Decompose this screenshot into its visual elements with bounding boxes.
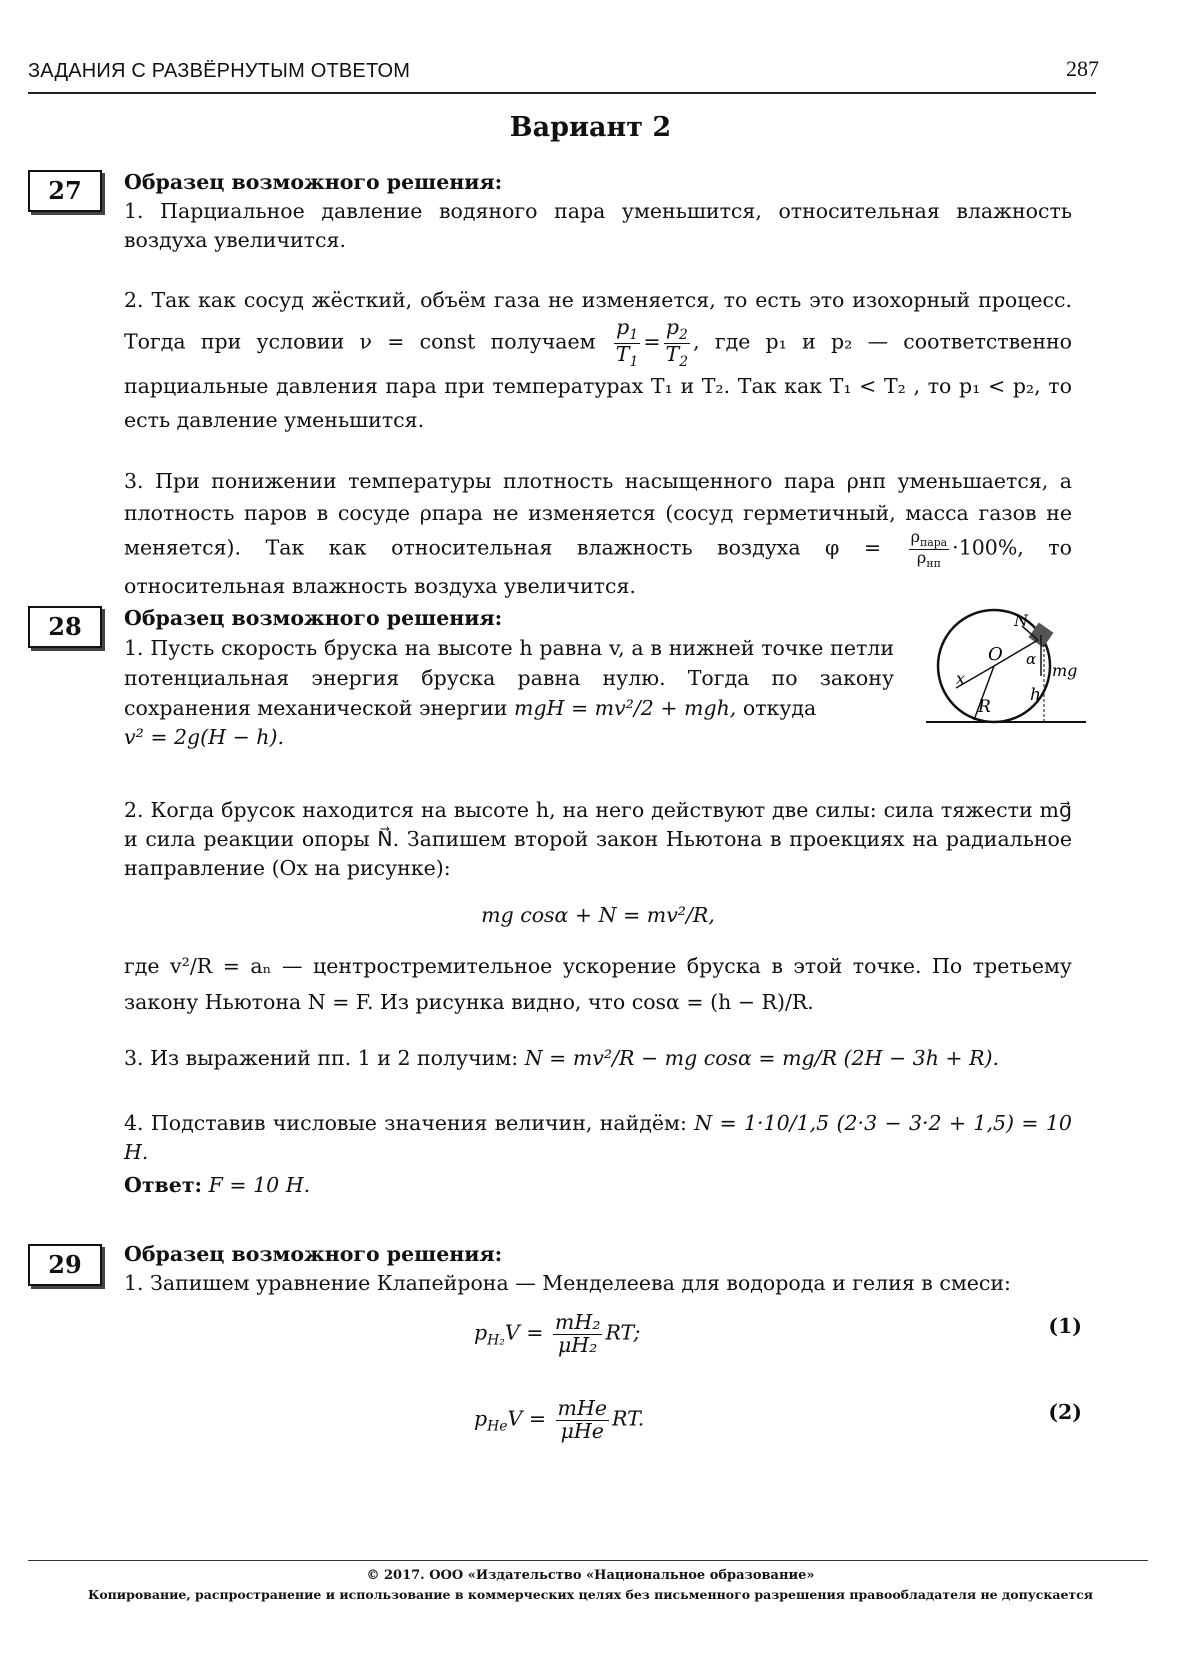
force-equation: N = mv²/R − mg cosα = mg/R (2H − 3h + R).: [524, 1046, 1000, 1070]
page-number: 287: [1066, 56, 1099, 81]
task-27-p1: 1. Парциальное давление водяного пара уменьшится, относительная влажность воздуха увеличится.: [124, 199, 1072, 252]
answer-value: F = 10 Н.: [208, 1173, 311, 1197]
energy-equation: mgH = mv²/2 + mgh,: [514, 696, 737, 720]
task-28-p2b: где v²/R = aₙ — центростремительное ускорение бруска в этой точке. По третьему закону Ньютона N = F. Из рисунка видно, что cosα = (h − R)/R.: [124, 954, 1072, 1014]
label-x: x: [956, 669, 966, 688]
task-28-part2: [124, 796, 1072, 1200]
equation-1-number: (1): [1048, 1314, 1082, 1338]
fraction-rho: $\frac{\rho_{пара}}{\rho_{нп}}$: [910, 527, 948, 571]
task-number-27: 27: [28, 170, 102, 212]
task-27-p3: [124, 465, 1072, 601]
task-27-p2: 2. Так как сосуд жёсткий, объём газа не изменяется, то есть это изохорный процесс. Тогда при условии ν = const получаем $\frac{p_1}{T_1}$ = $\frac{p_2}{T_2}$ , где p₁ и p₂ — соответственно парциальные давления пара при температурах T₁ и T₂. Так как T₁ < T₂ , то p₁ < p₂, то есть давление уменьшится.: [124, 288, 1072, 433]
numeric-equation: N = 1·10/1,5 (2·3 − 3·2 + 1,5) = 10 Н.: [124, 1111, 1072, 1164]
task-27-solution: [124, 168, 1072, 602]
task-27-p2-start: 2. Так как сосуд жёсткий, объём газа не изменяется, то есть это изохорный процесс. Тогда при условии ν = const получаем: [124, 288, 1072, 354]
page-title: Вариант 2: [509, 112, 672, 143]
task-28-p4: [124, 1109, 1072, 1167]
task-28-p1-text: 1. Пусть скорость бруска на высоте h равна v, а в нижней точке петли потенциальная энергия бруска равна нулю. Тогда по закону сохранения механической энергии: [124, 636, 894, 720]
task-28-heading: Образец возможного решения:: [124, 606, 503, 630]
label-h: h: [1030, 685, 1041, 705]
equation-2: $p_{He}V$ = $\frac{\text{mHe}}{\text{μHe}}$ RT.: [474, 1396, 645, 1443]
task-28-p3-text: 3. Из выражений пп. 1 и 2 получим:: [124, 1046, 519, 1070]
equation-1-row: [124, 1308, 1082, 1378]
footer-rule: [28, 1560, 1148, 1561]
task-28-part1: [124, 604, 894, 752]
label-mg: mg: [1052, 661, 1078, 680]
task-28-p1: [124, 633, 894, 723]
task-29-p1: 1. Запишем уравнение Клапейрона — Менделеева для водорода и гелия в смеси:: [124, 1271, 1011, 1295]
task-27-heading: Образец возможного решения:: [124, 170, 503, 194]
footer-copyright: © 2017. ООО «Издательство «Национальное образование»: [366, 1568, 815, 1583]
velocity-equation: v² = 2g(H − h).: [124, 725, 284, 749]
task-28-p4-text: 4. Подставив числовые значения величин, найдём:: [124, 1111, 687, 1135]
task-27-p3-start: 3. При понижении температуры плотность насыщенного пара ρнп уменьшается, а плотность паров в сосуде ρпара не изменяется (сосуд герметичный, масса газов не меняется). Так как относительная влажность воздуха φ =: [124, 469, 1072, 561]
loop-figure: [926, 604, 1086, 728]
equation-2-number: (2): [1048, 1400, 1082, 1424]
task-29-heading: Образец возможного решения:: [124, 1242, 503, 1266]
footer-notice: Копирование, распространение и использование в коммерческих целях без письменного разрешения правообладателя не допускается: [87, 1587, 1094, 1602]
label-o: O: [988, 644, 1003, 665]
label-r: R: [978, 697, 991, 717]
task-number-29: 29: [28, 1244, 102, 1286]
task-27-p3-end: ·100%, то относительная влажность воздуха увеличится.: [124, 536, 1072, 598]
task-27-p2-end: , где p₁ и p₂ — соответственно парциальные давления пара при температурах T₁ и T₂. Так как T₁ < T₂ , то p₁ < p₂, то есть давление уменьшится.: [124, 329, 1072, 433]
label-alpha: α: [1026, 650, 1037, 668]
running-header: ЗАДАНИЯ С РАЗВЁРНУТЫМ ОТВЕТОМ: [28, 60, 411, 82]
task-29-solution: [124, 1240, 1082, 1464]
equation-2-row: [124, 1394, 1082, 1464]
equation-1: $p_{H_2}V$ = $\frac{\text{mH₂}}{\text{μH₂}}$ RT;: [474, 1310, 641, 1357]
header-rule: [28, 92, 1096, 94]
answer-label: Ответ:: [124, 1173, 203, 1197]
task-28-p3: [124, 1044, 1072, 1073]
task-28-p2: 2. Когда брусок находится на высоте h, на него действуют две силы: сила тяжести mg⃗ и сила реакции опоры N⃗. Запишем второй закон Ньютона в проекциях на радиальное направление (Ox на рисунке):: [124, 798, 1072, 880]
label-n: N: [1014, 611, 1028, 630]
task-number-28: 28: [28, 606, 102, 648]
task-28-p1-tail: откуда: [742, 696, 817, 720]
newton-equation: mg cosα + N = mv²/R,: [481, 903, 715, 927]
fraction-p1-t1: $\frac{p_1}{T_1}$: [615, 315, 639, 370]
task-28-answer: [124, 1171, 1072, 1200]
fraction-p2-t2: $\frac{p_2}{T_2}$: [665, 315, 689, 370]
